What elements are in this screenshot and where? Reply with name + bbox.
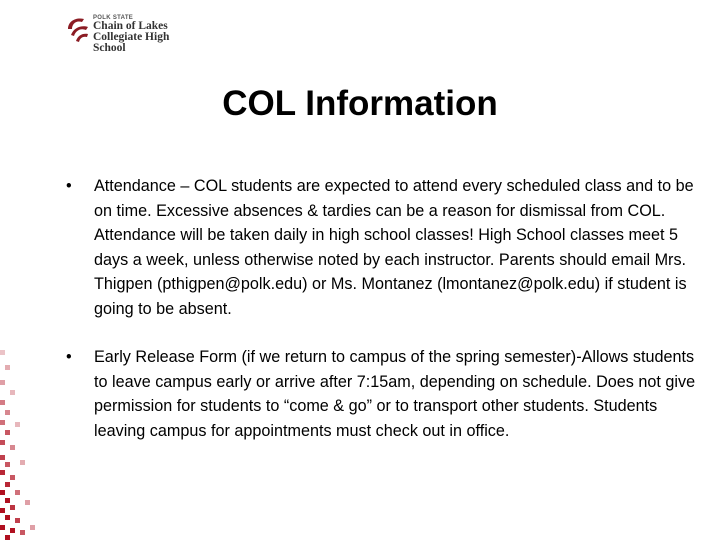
school-logo [64, 15, 204, 54]
bullet-text: Early Release Form (if we return to campus of the spring semester)-Allows students to leave campus early or arrive after 7:15am, depending on schedule. Does not give permission for students to “come & go” or to transport other students. Students leaving campus for appointments must check out in office. [94, 348, 696, 440]
bullet-attendance [66, 174, 700, 321]
logo-swirl-icon [64, 15, 90, 43]
bullet-marker: • [66, 177, 72, 195]
slide-title: COL Information [222, 84, 498, 123]
bullet-list [66, 174, 700, 443]
pixel-decoration [0, 350, 40, 540]
logo-line-1: POLK STATE [93, 15, 134, 21]
logo-text [93, 15, 204, 54]
bullet-text: Attendance – COL students are expected to attend every scheduled class and to be on time. Excessive absences & tardies can be a reason for dismissal from COL. Attendance will be taken daily in high school classes! High School classes meet 5 days a week, unless otherwise noted by each instructor. Parents should email Mrs. Thigpen (pthigpen@polk.edu) or Ms. Montanez (lmontanez@polk.edu) if student is going to be absent. [94, 177, 694, 318]
logo-line-3: Collegiate High School [93, 31, 170, 54]
bullet-early-release [66, 345, 700, 443]
bullet-marker: • [66, 348, 72, 366]
logo-line-2: Chain of Lakes [93, 20, 168, 32]
